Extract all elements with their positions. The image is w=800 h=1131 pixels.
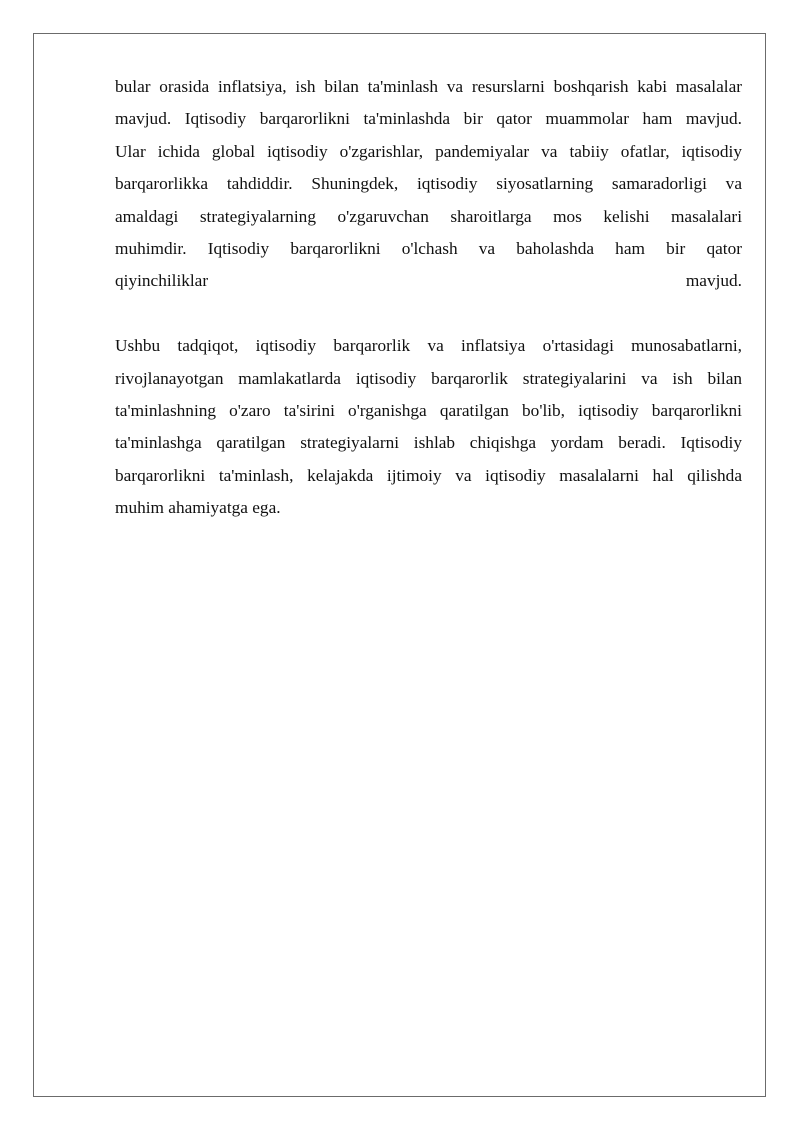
paragraph-2 <box>115 330 742 524</box>
text-line: ta'minlashga qaratilgan strategiyalarni ishlab chiqishga yordam beradi. Iqtisodiy <box>115 433 742 453</box>
text-line: muhim ahamiyatga ega. <box>115 498 281 518</box>
text-line: barqarorlikni ta'minlash, kelajakda ijtimoiy va iqtisodiy masalalarni hal qilishda <box>115 465 742 485</box>
text-line: barqarorlikka tahdiddir. Shuningdek, iqtisodiy siyosatlarning samaradorligi va <box>115 174 742 194</box>
text-line: qiyinchiliklar mavjud. <box>115 271 742 291</box>
paragraph-1 <box>115 71 742 298</box>
text-line: Ushbu tadqiqot, iqtisodiy barqarorlik va inflatsiya o'rtasidagi munosabatlarni, <box>115 336 742 356</box>
text-line: muhimdir. Iqtisodiy barqarorlikni o'lchash va baholashda ham bir qator <box>115 239 742 259</box>
document-body <box>115 71 742 525</box>
text-line: Ular ichida global iqtisodiy o'zgarishlar, pandemiyalar va tabiiy ofatlar, iqtisodiy <box>115 141 742 161</box>
text-line: bular orasida inflatsiya, ish bilan ta'minlash va resurslarni boshqarish kabi masalalar <box>115 77 742 96</box>
text-line: amaldagi strategiyalarning o'zgaruvchan sharoitlarga mos kelishi masalalari <box>115 206 742 226</box>
text-line: rivojlanayotgan mamlakatlarda iqtisodiy barqarorlik strategiyalarini va ish bilan <box>115 368 742 388</box>
text-line: ta'minlashning o'zaro ta'sirini o'rganishga qaratilgan bo'lib, iqtisodiy barqarorlikni <box>115 401 742 421</box>
text-line: mavjud. Iqtisodiy barqarorlikni ta'minlashda bir qator muammolar ham mavjud. <box>115 109 742 129</box>
